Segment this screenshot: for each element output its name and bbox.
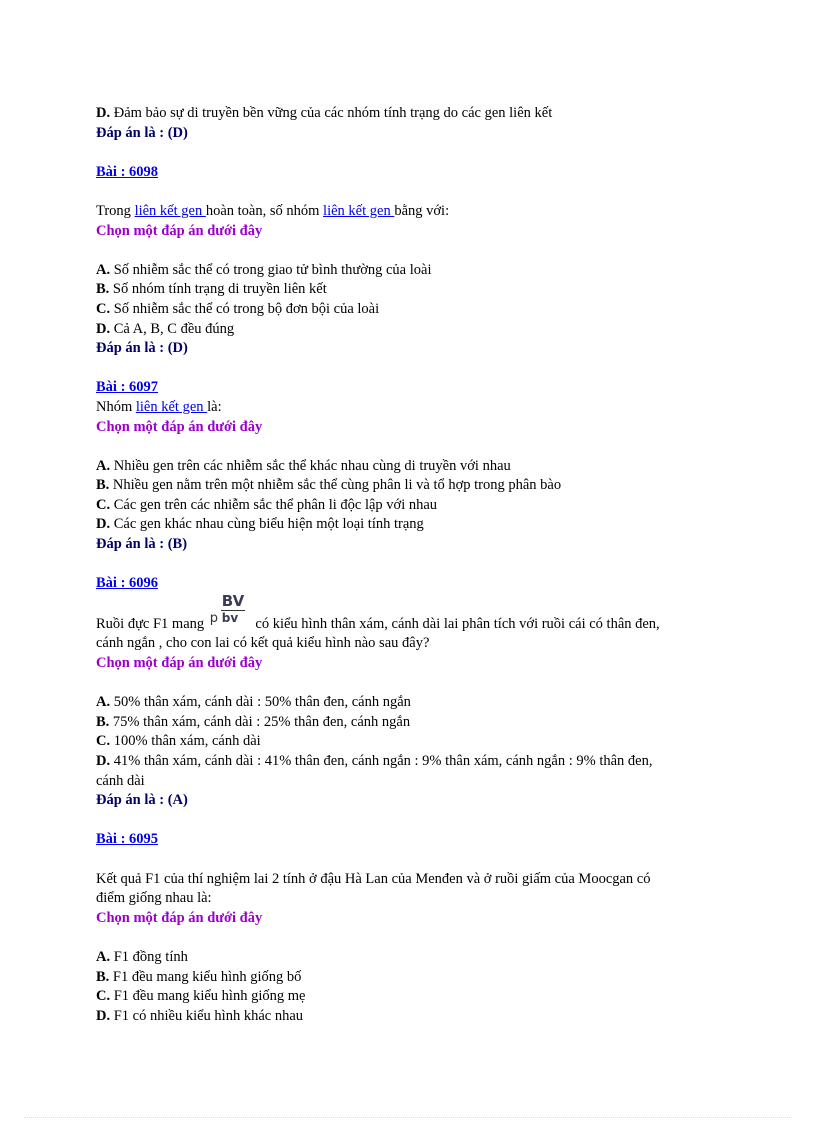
option-text: 100% thân xám, cánh dài (110, 733, 261, 750)
question-text-part: hoàn toàn, số nhóm (205, 202, 324, 219)
option-letter: C. (96, 988, 111, 1005)
question-text-part: Nhóm (96, 398, 136, 415)
option-text: Cả A, B, C đều đúng (110, 320, 235, 337)
option-a (96, 693, 716, 713)
formula-prefix: p (209, 610, 219, 626)
choose-prompt: Chọn một đáp án dưới đây (96, 222, 263, 239)
option-text: Đảm bảo sự di truyền bền vững của các nhóm tính trạng do các gen liên kết (110, 105, 553, 121)
option-b (96, 476, 716, 496)
option-b (96, 713, 716, 733)
answer-key: Đáp án là : (A) (96, 792, 188, 809)
option-text: Số nhiễm sắc thể có trong giao tử bình thường của loài (110, 261, 432, 278)
option-c (96, 987, 716, 1007)
option-d (96, 752, 716, 772)
option-d-cont: cánh dài (96, 772, 145, 789)
option-text: F1 đều mang kiểu hình giống bố (109, 968, 302, 985)
question-text-part: là: (207, 398, 222, 415)
option-letter: D. (96, 320, 111, 337)
question-text-part: bằng với: (394, 202, 450, 219)
option-text: Số nhiễm sắc thể có trong bộ đơn bội của loài (110, 300, 380, 317)
option-d (96, 104, 716, 124)
option-text: F1 đều mang kiểu hình giống mẹ (110, 988, 306, 1005)
option-b (96, 280, 716, 300)
question-text (96, 202, 716, 222)
question-title-link[interactable]: Bài : 6097 (96, 379, 159, 396)
option-text: F1 có nhiều kiểu hình khác nhau (110, 1007, 303, 1024)
option-letter: D. (96, 1007, 111, 1024)
formula-numerator: BV (221, 591, 245, 610)
option-d (96, 515, 716, 535)
page-bottom-divider (24, 1117, 792, 1118)
question-title (96, 574, 716, 594)
option-text: Nhiều gen trên các nhiễm sắc thể khác nhau cùng di truyền với nhau (110, 457, 511, 474)
option-text: 50% thân xám, cánh dài : 50% thân đen, cánh ngắn (110, 694, 411, 711)
genotype-formula (209, 591, 248, 630)
option-letter: A. (96, 694, 111, 711)
answer-key: Đáp án là : (D) (96, 340, 188, 357)
option-c (96, 732, 716, 752)
formula-denominator: bv (221, 610, 239, 625)
option-letter: A. (96, 457, 111, 474)
option-letter: D. (96, 753, 111, 769)
question-text-part: có kiểu hình thân xám, cánh dài lai phân tích với ruồi cái có thân đen, (251, 615, 660, 632)
term-link[interactable]: liên kết gen (134, 202, 206, 219)
option-text: Các gen khác nhau cùng biểu hiện một loại tính trạng (110, 516, 424, 533)
option-letter: C. (96, 496, 111, 513)
option-letter: C. (96, 733, 111, 750)
option-letter: A. (96, 261, 111, 278)
answer-key: Đáp án là : (B) (96, 536, 188, 553)
option-text: Số nhóm tính trạng di truyền liên kết (109, 281, 327, 298)
question-text (96, 591, 716, 635)
document-page (96, 104, 716, 1026)
option-letter: A. (96, 948, 111, 965)
option-a (96, 261, 716, 281)
term-link[interactable]: liên kết gen (135, 398, 208, 415)
option-c (96, 496, 716, 516)
option-a (96, 457, 716, 477)
option-d (96, 320, 716, 340)
question-text (96, 398, 716, 418)
option-letter: B. (96, 281, 110, 298)
choose-prompt: Chọn một đáp án dưới đây (96, 655, 263, 672)
option-letter: B. (96, 713, 110, 730)
question-title-link[interactable]: Bài : 6096 (96, 575, 159, 592)
question-title (96, 163, 716, 183)
option-letter: D. (96, 516, 111, 533)
option-d (96, 1007, 716, 1027)
question-text: Kết quả F1 của thí nghiệm lai 2 tính ở đậu Hà Lan của Menđen và ở ruồi giấm của Moocgan có (96, 870, 651, 887)
answer-key: Đáp án là : (D) (96, 124, 188, 141)
question-text-cont: điểm giống nhau là: (96, 890, 212, 907)
option-text: 75% thân xám, cánh dài : 25% thân đen, cánh ngắn (109, 713, 411, 730)
option-text: F1 đồng tính (110, 948, 188, 965)
option-a (96, 948, 716, 968)
option-c (96, 300, 716, 320)
question-title-link[interactable]: Bài : 6098 (96, 163, 159, 180)
option-letter: D. (96, 105, 111, 121)
option-b (96, 968, 716, 988)
option-text: Các gen trên các nhiễm sắc thể phân li độc lập với nhau (110, 496, 438, 513)
term-link[interactable]: liên kết gen (323, 202, 395, 219)
option-text: Nhiều gen nằm trên một nhiễm sắc thể cùng phân li và tổ hợp trong phân bào (109, 477, 562, 494)
option-text: 41% thân xám, cánh dài : 41% thân đen, cánh ngắn : 9% thân xám, cánh ngắn : 9% thân đen, (110, 753, 653, 769)
option-letter: C. (96, 300, 111, 317)
choose-prompt: Chọn một đáp án dưới đây (96, 909, 263, 926)
choose-prompt: Chọn một đáp án dưới đây (96, 418, 263, 435)
question-text-part: Ruồi đực F1 mang (96, 615, 208, 632)
option-letter: B. (96, 477, 110, 494)
question-title (96, 378, 716, 398)
question-title (96, 830, 716, 850)
question-text-part: Trong (96, 202, 135, 219)
question-text-cont: cánh ngắn , cho con lai có kết quả kiểu hình nào sau đây? (96, 635, 430, 652)
option-letter: B. (96, 968, 110, 985)
question-title-link[interactable]: Bài : 6095 (96, 831, 159, 848)
